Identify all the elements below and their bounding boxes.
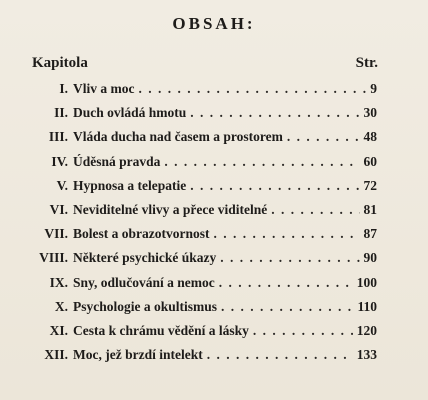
- dot-leader: [253, 319, 353, 343]
- dot-leader: [190, 101, 359, 125]
- chapter-title: Sny, odlučování a nemoc: [73, 274, 215, 290]
- chapter-title: Cesta k chrámu vědění a lásky: [73, 322, 249, 338]
- dot-leader: [190, 174, 359, 198]
- toc-entry: [73, 150, 377, 174]
- chapter-title: Duch ovládá hmotu: [73, 105, 187, 121]
- toc-row: [0, 271, 428, 295]
- toc-row: [0, 295, 428, 319]
- toc-entry: [73, 174, 377, 198]
- dot-leader: [287, 125, 360, 149]
- dot-leader: [220, 246, 359, 270]
- chapter-column-header: Kapitola: [32, 55, 88, 71]
- page-number: 110: [357, 298, 377, 314]
- toc-row: [0, 101, 428, 125]
- chapter-number: VII.: [44, 226, 68, 242]
- chapter-title: Psychologie a okultismus: [73, 298, 218, 314]
- dot-leader: [207, 343, 353, 367]
- page-number: 81: [363, 201, 377, 217]
- chapter-number: XII.: [44, 347, 68, 363]
- chapter-title: Vláda ducha nad časem a prostorem: [73, 129, 283, 145]
- page-number: 87: [363, 226, 377, 242]
- toc-entry: [73, 319, 377, 343]
- page-column-header: Str.: [355, 55, 378, 71]
- page-number: 120: [356, 322, 377, 338]
- chapter-number: IX.: [49, 274, 68, 290]
- chapter-title: Neviditelné vlivy a přece viditelné: [73, 201, 268, 217]
- chapter-number: II.: [54, 105, 68, 121]
- chapter-number: VI.: [49, 201, 68, 217]
- toc-entry: [73, 271, 377, 295]
- toc-row: [0, 198, 428, 222]
- chapter-title: Některé psychické úkazy: [73, 250, 217, 266]
- page-number: 60: [363, 153, 377, 169]
- toc-entry: [73, 77, 377, 101]
- toc-row: [0, 77, 428, 101]
- page-number: 90: [363, 250, 377, 266]
- table-of-contents: [0, 77, 428, 367]
- dot-leader: [219, 271, 353, 295]
- chapter-number: XI.: [49, 322, 68, 338]
- toc-entry: [73, 125, 377, 149]
- toc-title: OBSAH:: [172, 14, 256, 33]
- toc-row: [0, 319, 428, 343]
- dot-leader: [139, 77, 367, 101]
- toc-row: [0, 125, 428, 149]
- page-number: 100: [356, 274, 377, 290]
- toc-row: [0, 343, 428, 367]
- chapter-title: Bolest a obrazotvornost: [73, 226, 210, 242]
- chapter-number: X.: [54, 298, 68, 314]
- page-number: 9: [370, 81, 377, 96]
- dot-leader: [271, 198, 359, 222]
- toc-row: [0, 150, 428, 174]
- toc-entry: [73, 246, 377, 270]
- chapter-number: III.: [48, 129, 68, 145]
- chapter-number: I.: [59, 81, 68, 96]
- toc-entry: [73, 101, 377, 125]
- toc-row: [0, 174, 428, 198]
- chapter-number: VIII.: [39, 250, 68, 266]
- toc-entry: [73, 343, 377, 367]
- toc-entry: [73, 295, 377, 319]
- chapter-title: Vliv a moc: [73, 81, 135, 96]
- page-number: 48: [363, 129, 377, 145]
- chapter-number: V.: [56, 177, 68, 193]
- toc-row: [0, 222, 428, 246]
- chapter-title: Úděsná pravda: [73, 153, 161, 169]
- chapter-title: Hypnosa a telepatie: [73, 177, 187, 193]
- chapter-number: IV.: [51, 153, 68, 169]
- toc-row: [0, 246, 428, 270]
- dot-leader: [164, 150, 359, 174]
- page-number: 30: [363, 105, 377, 121]
- dot-leader: [213, 222, 359, 246]
- chapter-title: Moc, jež brzdí intelekt: [73, 347, 203, 363]
- toc-entry: [73, 222, 377, 246]
- toc-entry: [73, 198, 377, 222]
- page-number: 133: [356, 347, 377, 363]
- dot-leader: [221, 295, 353, 319]
- page-number: 72: [363, 177, 377, 193]
